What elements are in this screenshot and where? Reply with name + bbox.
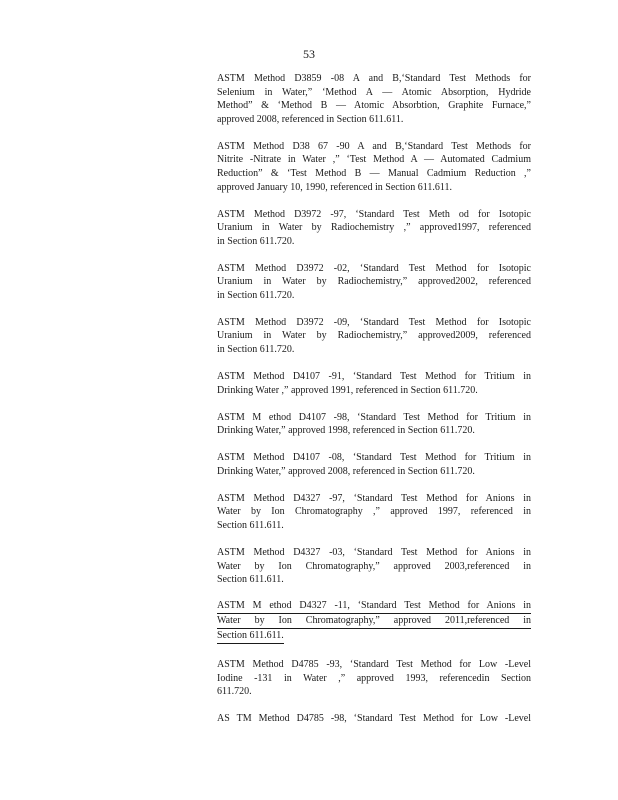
entry-line: Water by Ion Chromatography,” approved 2003,referenced in: [217, 560, 531, 572]
entry-line: ASTM M ethod D4327 -11, ‘Standard Test Method for Anions in: [217, 600, 531, 614]
entry-line: Drinking Water,” approved 1998, referenced in Section 611.720.: [217, 425, 475, 437]
entry-line: Section 611.611.: [217, 630, 284, 644]
entry-line: ASTM Method D4785 -93, ‘Standard Test Method for Low -Level: [217, 659, 531, 671]
entry-line: ASTM Method D4327 -97, ‘Standard Test Method for Anions in: [217, 492, 531, 504]
reference-entry: [217, 140, 531, 194]
entry-line: Iodine -131 in Water ,” approved 1993, referencedin Section: [217, 672, 531, 684]
entry-line: Method” & ‘Method B — Atomic Absorbtion, Graphite Furnace,”: [217, 100, 531, 112]
entry-line: ASTM Method D4107 -08, ‘Standard Test Method for Tritium in: [217, 452, 531, 464]
entry-line: Uranium in Water by Radiochemistry,” approved2009, referenced: [217, 330, 531, 342]
entry-line: 611.720.: [217, 686, 252, 698]
entry-line: approved 2008, referenced in Section 611.611.: [217, 113, 404, 125]
reference-entry: [217, 712, 531, 726]
entry-line: ASTM Method D3972 -02, ‘Standard Test Method for Isotopic: [217, 262, 531, 274]
page-number: 53: [303, 47, 315, 61]
reference-entry: [217, 451, 531, 478]
entry-line: ASTM Method D3859 -08 A and B,‘Standard Test Methods for: [217, 73, 531, 84]
entry-line: ASTM M ethod D4107 -98, ‘Standard Test Method for Tritium in: [217, 411, 531, 423]
entry-line: Uranium in Water by Radiochemistry ,” approved1997, referenced: [217, 222, 531, 234]
entry-line: Drinking Water,” approved 2008, referenced in Section 611.720.: [217, 465, 475, 477]
entry-line: approved January 10, 1990, referenced in Section 611.611.: [217, 181, 453, 193]
reference-entry: [217, 492, 531, 533]
entry-line: Uranium in Water by Radiochemistry,” approved2002, referenced: [217, 276, 531, 288]
entry-line: Nitrite -Nitrate in Water ,” ‘Test Method A — Automated Cadmium: [217, 154, 531, 166]
reference-entry: [217, 72, 531, 126]
reference-entry: [217, 316, 531, 357]
entry-line: ASTM Method D38 67 -90 A and B,‘Standard Test Methods for: [217, 140, 531, 152]
reference-entry: [217, 658, 531, 699]
entry-line: ASTM Method D3972 -97, ‘Standard Test Meth od for Isotopic: [217, 208, 531, 220]
entry-line: ASTM Method D4107 -91, ‘Standard Test Method for Tritium in: [217, 371, 531, 383]
entry-line: Drinking Water ,” approved 1991, referenced in Section 611.720.: [217, 384, 478, 396]
entry-line: Section 611.611.: [217, 574, 284, 586]
reference-entry: [217, 546, 531, 587]
reference-entry-inserted: [217, 600, 531, 645]
entry-line: Water by Ion Chromatography ,” approved 1997, referenced in: [217, 506, 531, 518]
entry-line: in Section 611.720.: [217, 289, 295, 301]
reference-list: [217, 72, 531, 739]
entry-line: Reduction” & ‘Test Method B — Manual Cadmium Reduction ,”: [217, 167, 531, 179]
reference-entry: [217, 208, 531, 249]
entry-line: ASTM Method D4327 -03, ‘Standard Test Method for Anions in: [217, 546, 531, 558]
entry-line: in Section 611.720.: [217, 344, 295, 356]
entry-line: AS TM Method D4785 -98, ‘Standard Test Method for Low -Level: [217, 713, 531, 725]
entry-line: Section 611.611.: [217, 519, 284, 531]
reference-entry: [217, 262, 531, 303]
entry-line: ASTM Method D3972 -09, ‘Standard Test Method for Isotopic: [217, 316, 531, 328]
entry-line: in Section 611.720.: [217, 235, 295, 247]
reference-entry: [217, 370, 531, 397]
entry-line: Selenium in Water,” ‘Method A — Atomic Absorption, Hydride: [217, 86, 531, 98]
reference-entry: [217, 411, 531, 438]
entry-line: Water by Ion Chromatography,” approved 2011,referenced in: [217, 615, 531, 629]
